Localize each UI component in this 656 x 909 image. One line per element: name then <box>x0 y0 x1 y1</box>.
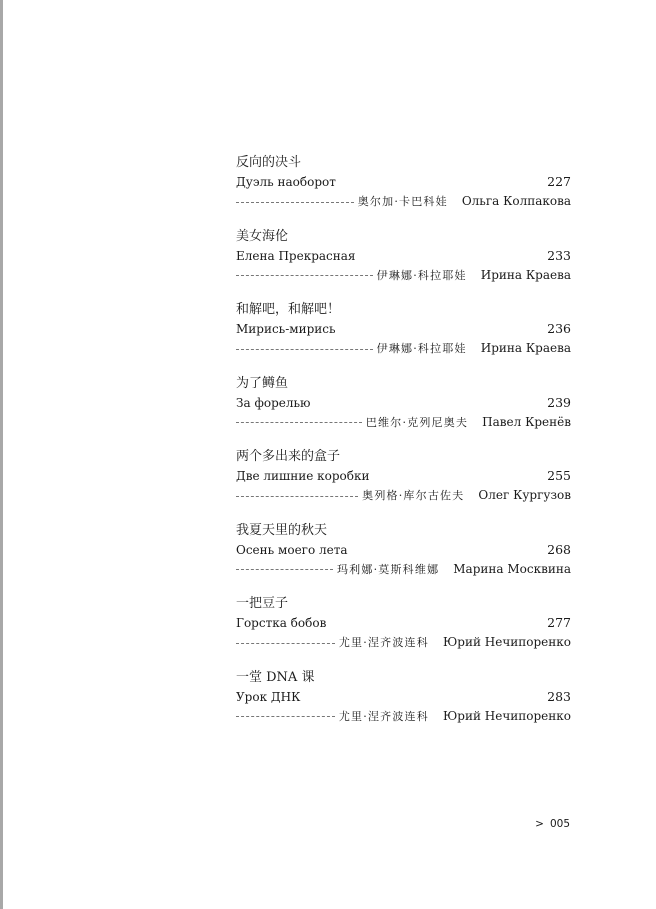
toc-entry <box>236 522 571 596</box>
russian-title: Горстка бобов <box>236 616 327 630</box>
russian-title: Осень моего лета <box>236 542 348 557</box>
chinese-title: 和解吧，和解吧！ <box>236 302 341 317</box>
folio-page-number: 005 <box>549 818 570 830</box>
chinese-author: 奥列格·库尔古佐夫 <box>362 489 465 502</box>
russian-author: Юрий Нечипоренко <box>442 635 571 649</box>
chinese-title: 为了鳟鱼 <box>236 375 289 391</box>
russian-title-row <box>236 394 571 412</box>
page-number: 236 <box>547 321 571 336</box>
russian-title: Дуэль наоборот <box>236 175 336 189</box>
author-row <box>236 560 571 578</box>
page-number: 268 <box>547 541 571 557</box>
toc-entry <box>236 375 571 449</box>
russian-author: Юрий Нечипоренко <box>442 708 571 723</box>
page-left-edge <box>0 0 3 909</box>
dotted-leader <box>236 275 373 276</box>
author-row <box>236 707 571 725</box>
dotted-leader <box>236 202 354 203</box>
toc-entry <box>236 669 571 743</box>
page-number: 255 <box>547 468 571 483</box>
chinese-title: 反向的决斗 <box>236 155 302 170</box>
russian-title: Мирись-мирись <box>236 322 336 336</box>
toc-entry <box>236 228 571 302</box>
chinese-title: 一把豆子 <box>236 596 289 611</box>
chinese-author: 玛利娜·莫斯科维娜 <box>336 562 440 576</box>
page-number: 239 <box>547 394 571 410</box>
russian-author: Марина Москвина <box>453 561 571 576</box>
toc-entry <box>236 301 571 375</box>
author-row <box>236 192 571 210</box>
author-row <box>236 266 571 284</box>
russian-title: Две лишние коробки <box>236 469 370 483</box>
table-of-contents <box>236 154 571 742</box>
russian-title-row <box>236 467 571 485</box>
page-number: 277 <box>547 615 571 630</box>
chinese-title: 两个多出来的盒子 <box>236 449 341 464</box>
dotted-leader <box>236 496 358 497</box>
russian-title-row <box>236 247 571 265</box>
folio-arrow: > <box>535 818 544 830</box>
chinese-author: 尤里·涅齐波连科 <box>338 636 429 649</box>
page-number: 227 <box>547 174 571 189</box>
russian-title-row <box>236 614 571 632</box>
chinese-title: 美女海伦 <box>236 228 289 244</box>
author-row <box>236 633 571 651</box>
chinese-author: 巴维尔·克列尼奥夫 <box>365 415 469 429</box>
chinese-author: 尤里·涅齐波连科 <box>338 709 429 723</box>
russian-title-row <box>236 541 571 559</box>
russian-title-row <box>236 688 571 706</box>
russian-title: За форелью <box>236 395 311 410</box>
russian-author: Олег Кургузов <box>478 488 571 502</box>
chinese-author: 伊琳娜·科拉耶娃 <box>376 342 467 355</box>
russian-author: Ирина Краева <box>480 341 571 355</box>
page-number: 233 <box>547 247 571 263</box>
russian-title-row <box>236 320 571 338</box>
chinese-author: 伊琳娜·科拉耶娃 <box>376 268 467 282</box>
chinese-title: 我夏天里的秋天 <box>236 522 328 538</box>
russian-title: Елена Прекрасная <box>236 248 356 263</box>
chinese-author: 奥尔加·卡巴科娃 <box>357 195 448 208</box>
dotted-leader <box>236 422 362 423</box>
author-row <box>236 413 571 431</box>
toc-entry <box>236 154 571 228</box>
dotted-leader <box>236 349 373 350</box>
russian-author: Павел Кренёв <box>482 414 571 429</box>
dotted-leader <box>236 569 333 570</box>
toc-entry <box>236 595 571 669</box>
russian-author: Ирина Краева <box>480 267 571 282</box>
dotted-leader <box>236 643 335 644</box>
russian-title-row <box>236 173 571 191</box>
page-folio <box>535 818 570 830</box>
author-row <box>236 339 571 357</box>
dotted-leader <box>236 716 335 717</box>
page-number: 283 <box>547 688 571 704</box>
toc-entry <box>236 448 571 522</box>
russian-author: Ольга Колпакова <box>461 194 571 208</box>
chinese-title: 一堂 DNA 课 <box>236 669 315 685</box>
russian-title: Урок ДНК <box>236 689 301 704</box>
author-row <box>236 486 571 504</box>
